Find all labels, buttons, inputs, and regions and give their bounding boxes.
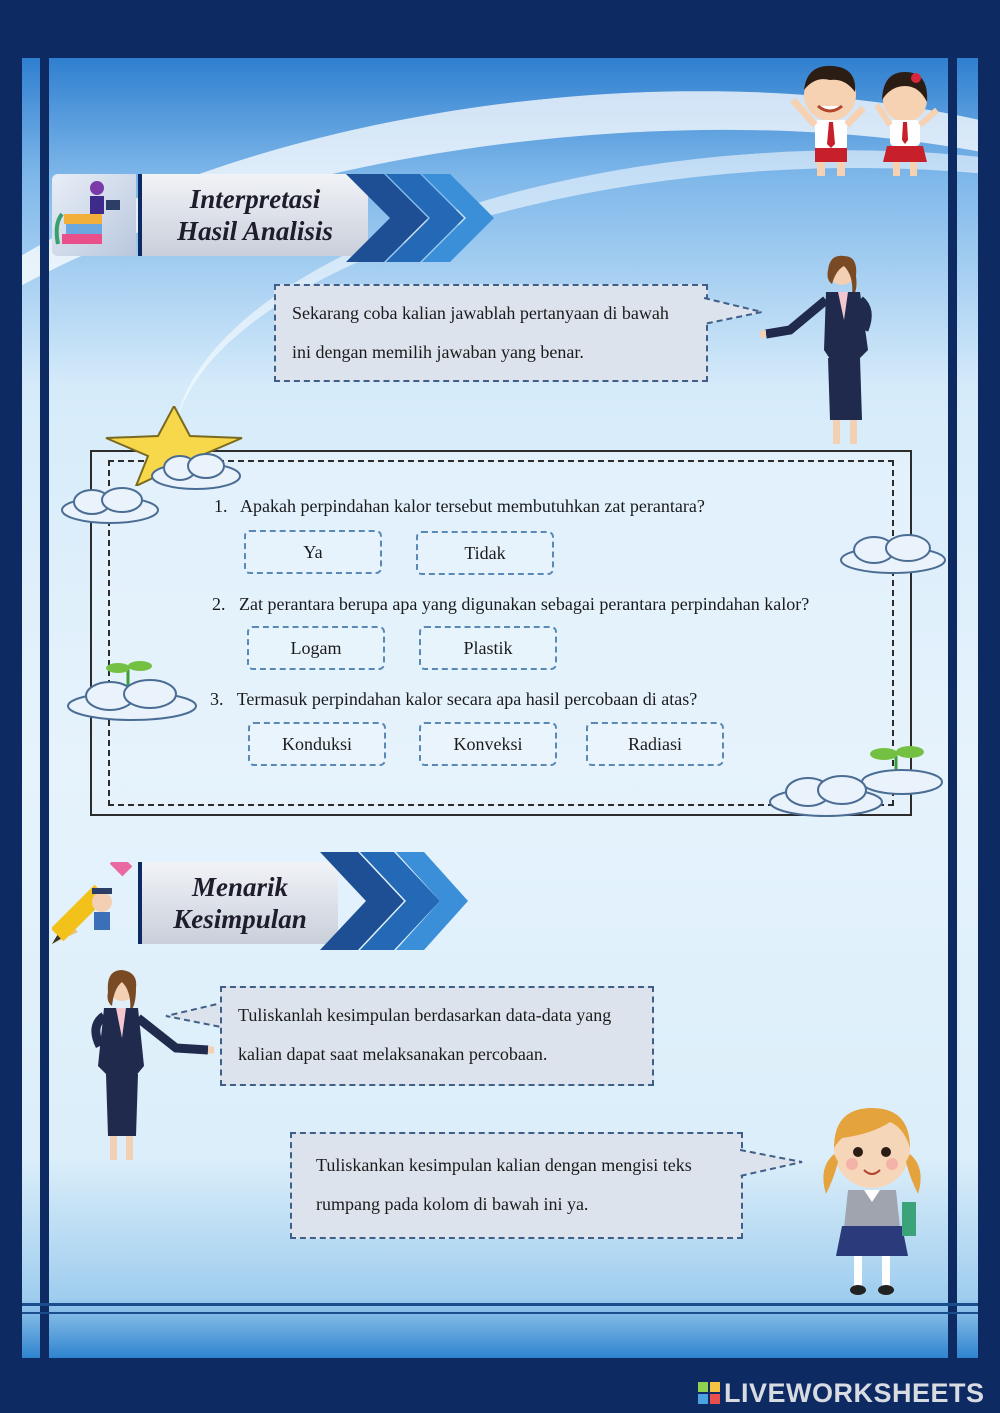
teacher-illustration (760, 250, 890, 450)
answer-option-logam[interactable]: Logam (247, 626, 385, 670)
kids-illustration (785, 60, 950, 185)
left-border-bar (40, 58, 49, 1358)
chevron-arrows-icon (320, 852, 470, 950)
teacher-speech-bubble-2: Tuliskanlah kesimpulan berdasarkan data-data yang kalian dapat saat melaksanakan percobaan. (220, 986, 654, 1086)
answer-option-konveksi[interactable]: Konveksi (419, 722, 557, 766)
sprout-cloud-icon (64, 658, 200, 722)
question-3: 3. Termasuk perpindahan kalor secara apa hasil percobaan di atas? (210, 689, 698, 709)
answer-option-konduksi[interactable]: Konduksi (248, 722, 386, 766)
pencil-icon (52, 862, 136, 944)
girl-illustration (812, 1098, 932, 1304)
section-header-kesimpulan (52, 862, 482, 944)
answer-option-ya[interactable]: Ya (244, 530, 382, 574)
chevron-arrows-icon (346, 174, 496, 262)
girl-speech-bubble: Tuliskankan kesimpulan kalian dengan mengisi teks rumpang pada kolom di bawah ini ya. (290, 1132, 743, 1239)
cloud-icon (60, 486, 160, 526)
question-1: 1. Apakah perpindahan kalor tersebut membutuhkan zat perantara? (214, 496, 705, 516)
speech-tail-3 (740, 1148, 804, 1178)
sprout-cloud-icon (766, 738, 946, 824)
question-2: 2. Zat perantara berupa apa yang digunakan sebagai perantara perpindahan kalor? (212, 594, 810, 614)
right-border-bar (948, 58, 957, 1358)
answer-option-radiasi[interactable]: Radiasi (586, 722, 724, 766)
section-title-kesimpulan: Menarik Kesimpulan (138, 862, 338, 944)
teacher-speech-bubble-1: Sekarang coba kalian jawablah pertanyaan di bawah ini dengan memilih jawaban yang benar. (274, 284, 708, 382)
liveworksheets-brand: LIVEWORKSHEETS (724, 1378, 985, 1408)
cloud-icon (150, 452, 242, 490)
answer-option-plastik[interactable]: Plastik (419, 626, 557, 670)
liveworksheets-logo-icon (698, 1382, 720, 1404)
teacher-illustration-2 (80, 966, 220, 1166)
answer-option-tidak[interactable]: Tidak (416, 531, 554, 575)
cloud-icon (838, 532, 948, 576)
student-reading-icon (52, 174, 136, 256)
speech-tail-2 (164, 1000, 228, 1030)
section-header-interpretasi (52, 174, 502, 256)
speech-tail-1 (704, 296, 764, 326)
section-title-interpretasi: Interpretasi Hasil Analisis (138, 174, 368, 256)
footer-divider-thin (22, 1312, 978, 1314)
